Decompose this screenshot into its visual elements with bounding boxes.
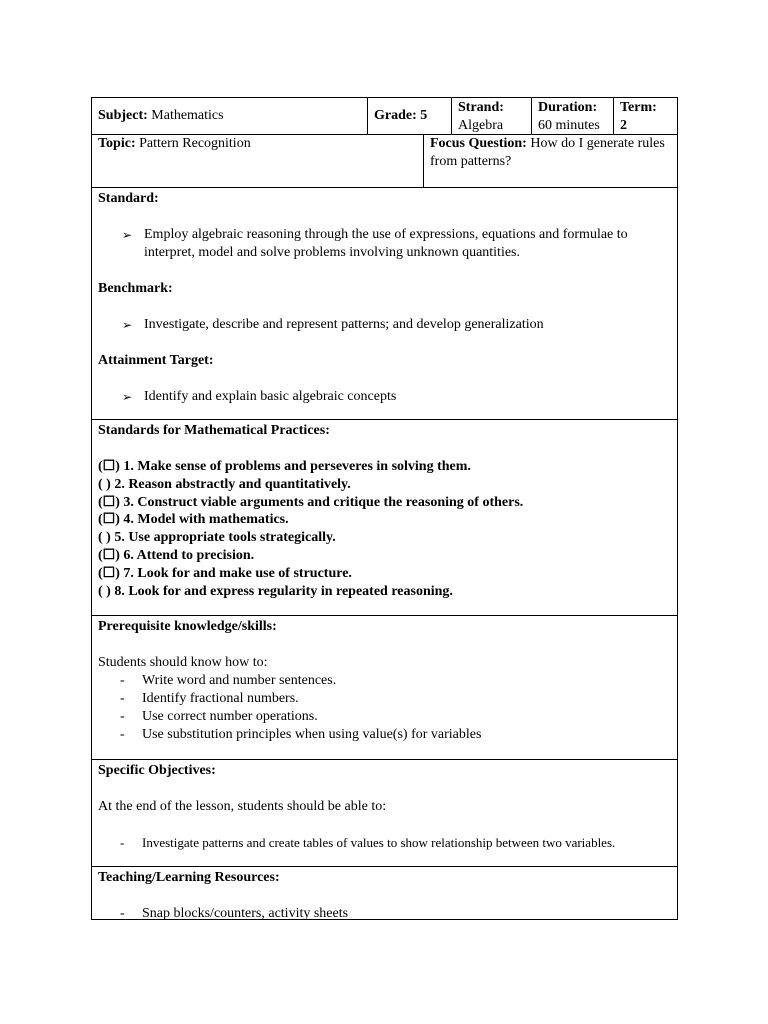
topic-row: [91, 135, 678, 188]
resources-section: [91, 867, 678, 920]
prerequisite-heading: Prerequisite knowledge/skills:: [98, 619, 277, 634]
subject-cell: [92, 98, 367, 134]
list-item: - Snap blocks/counters, activity sheets: [120, 906, 349, 921]
list-item: - Use correct number operations.: [120, 709, 318, 724]
list-item: - Use substitution principles when using value(s) for variables: [120, 727, 482, 742]
attainment-item: ➢ Identify and explain basic algebraic concepts: [122, 389, 397, 404]
strand-label: Strand:: [458, 100, 504, 115]
benchmark-heading: Benchmark:: [98, 281, 173, 296]
subject-label: Subject:: [98, 108, 148, 123]
focus-label: Focus Question:: [430, 136, 527, 151]
objectives-content: [92, 760, 677, 866]
practices-section: [91, 420, 678, 616]
dash-bullet-icon: -: [120, 709, 125, 724]
objectives-heading: Specific Objectives:: [98, 763, 216, 778]
practice-item: (☐) 6. Attend to precision.: [98, 547, 255, 563]
prerequisite-content: [92, 616, 677, 759]
standard-item: ➢ Employ algebraic reasoning through the use of expressions, equations and formulae to interpret, model and solve problems involving unknown quantities.: [122, 227, 628, 260]
header-row: [91, 97, 678, 135]
arrow-bullet-icon: ➢: [122, 390, 133, 404]
list-item: - Investigate patterns and create tables of values to show relationship between two variables.: [120, 835, 616, 850]
practice-item: ( ) 8. Look for and express regularity in repeated reasoning.: [98, 583, 453, 599]
objectives-section: [91, 760, 678, 867]
term-value: 2: [620, 118, 627, 133]
prerequisite-section: [91, 616, 678, 760]
grade-value: 5: [420, 108, 428, 123]
practice-item: (☐) 4. Model with mathematics.: [98, 512, 289, 528]
duration-value: 60 minutes: [538, 118, 600, 133]
benchmark-item: ➢ Investigate, describe and represent patterns; and develop generalization: [122, 317, 544, 332]
strand-value: Algebra: [458, 118, 504, 133]
practice-item: ( ) 5. Use appropriate tools strategically.: [98, 530, 336, 546]
practices-heading: Standards for Mathematical Practices:: [98, 423, 330, 438]
dash-bullet-icon: -: [120, 691, 125, 706]
dash-bullet-icon: -: [120, 727, 125, 742]
resources-heading: Teaching/Learning Resources:: [98, 870, 280, 885]
topic-value: Pattern Recognition: [139, 136, 251, 151]
prerequisite-intro: Students should know how to:: [98, 655, 268, 670]
duration-cell: [531, 98, 613, 134]
practice-item: (☐) 1. Make sense of problems and perseveres in solving them.: [98, 459, 471, 474]
standard-heading: Standard:: [98, 191, 159, 206]
practice-item: (☐) 7. Look for and make use of structure.: [98, 565, 352, 581]
attainment-heading: Attainment Target:: [98, 353, 214, 368]
focus-value: How do I generate rules from patterns?: [430, 136, 665, 169]
topic-cell: [92, 135, 423, 187]
term-label: Term:: [620, 100, 657, 115]
strand-cell: [451, 98, 531, 134]
practice-item: (☐) 3. Construct viable arguments and critique the reasoning of others.: [98, 494, 524, 510]
focus-question-cell: [423, 135, 677, 187]
dash-bullet-icon: -: [120, 906, 125, 921]
topic-label: Topic:: [98, 136, 136, 151]
standard-content: [92, 188, 677, 419]
list-item: - Write word and number sentences.: [120, 673, 337, 688]
arrow-bullet-icon: ➢: [122, 228, 133, 242]
dash-bullet-icon: -: [120, 673, 125, 688]
practices-content: [92, 420, 677, 615]
lesson-plan-table: [91, 97, 678, 920]
grade-label: Grade:: [374, 108, 417, 123]
resources-content: [92, 867, 677, 919]
term-cell: [613, 98, 677, 134]
objectives-intro: At the end of the lesson, students should be able to:: [98, 799, 387, 814]
duration-label: Duration:: [538, 100, 598, 115]
list-item: - Identify fractional numbers.: [120, 691, 299, 706]
standard-section: [91, 188, 678, 420]
arrow-bullet-icon: ➢: [122, 318, 133, 332]
practice-item: ( ) 2. Reason abstractly and quantitatively.: [98, 476, 351, 492]
grade-cell: [367, 98, 451, 134]
subject-value: Mathematics: [151, 108, 224, 123]
dash-bullet-icon: -: [120, 835, 125, 850]
